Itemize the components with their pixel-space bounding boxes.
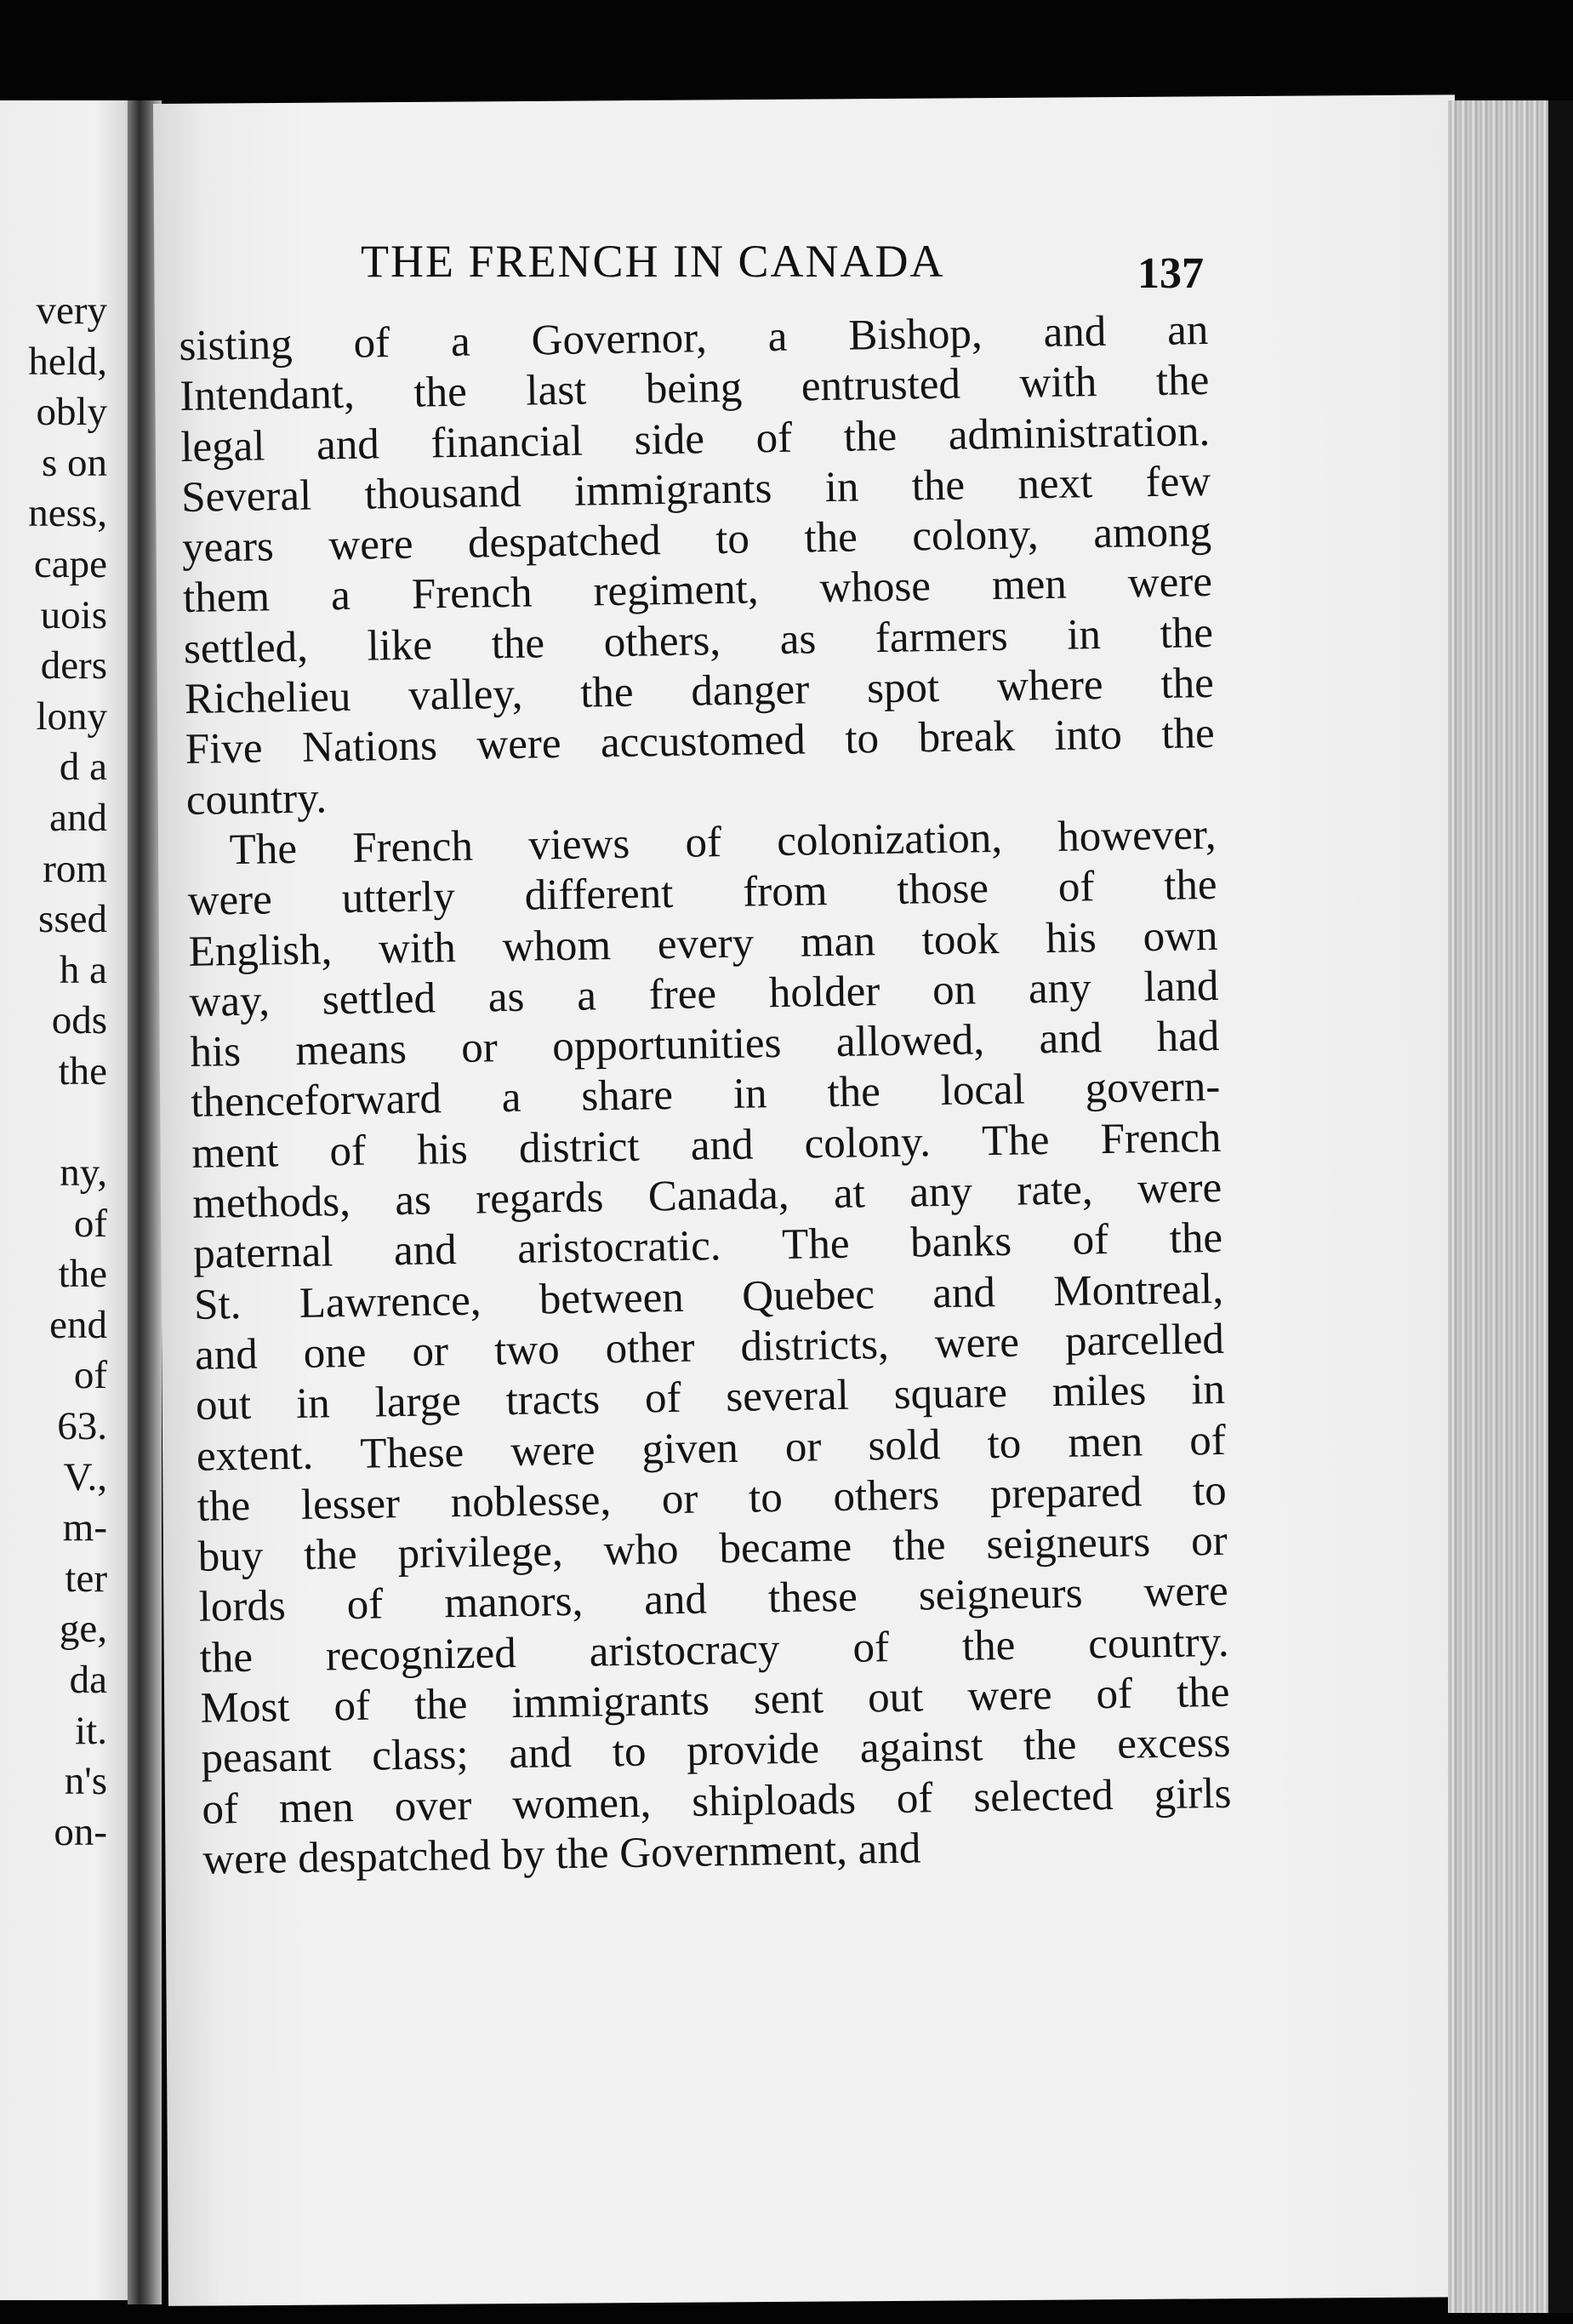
text-line: years were despatched to the colony, among xyxy=(181,508,1212,573)
previous-page-line: obly xyxy=(36,390,107,435)
text-line: of men over women, shiploads of selected girls xyxy=(202,1769,1232,1834)
previous-page-line: n's xyxy=(64,1759,107,1804)
running-head: THE FRENCH IN CANADA xyxy=(361,236,945,287)
previous-page-line: da xyxy=(69,1658,107,1703)
previous-page-line: lony xyxy=(36,694,107,739)
text-line: thenceforward a share in the local govern- xyxy=(190,1063,1221,1128)
text-line: paternal and aristocratic. The banks of the xyxy=(192,1214,1223,1279)
previous-page-line: ssed xyxy=(38,897,107,942)
previous-page-line: of xyxy=(73,1353,107,1398)
body-text xyxy=(179,305,1233,1886)
text-line: the lesser noblesse, or to others prepared to xyxy=(197,1466,1228,1531)
scanner-edge xyxy=(1548,100,1573,2313)
text-line: legal and financial side of the administration. xyxy=(180,407,1211,471)
previous-page-line: ter xyxy=(65,1556,107,1601)
text-line: methods, as regards Canada, at any rate, were xyxy=(191,1163,1222,1228)
text-line: peasant class; and to provide against the excess xyxy=(201,1719,1231,1784)
previous-page-line: ny, xyxy=(60,1151,107,1196)
text-line: his means or opportunities allowed, and had xyxy=(190,1013,1220,1077)
previous-page-fragments xyxy=(28,286,107,1858)
previous-page-line: and xyxy=(49,795,107,840)
previous-page-line: end xyxy=(49,1302,107,1347)
previous-page-line: it. xyxy=(75,1708,107,1753)
previous-page-line: uois xyxy=(40,592,107,637)
text-line: buy the privilege, who became the seigneurs or xyxy=(197,1516,1228,1581)
previous-page-line: ods xyxy=(51,998,107,1043)
previous-page-line: the xyxy=(58,1252,107,1297)
previous-page-line: ness, xyxy=(28,491,107,536)
previous-page-line: held, xyxy=(28,339,107,384)
previous-page-line: the xyxy=(58,1048,107,1093)
text-line: The French views of colonization, however, xyxy=(229,810,1217,875)
text-line: English, with whom every man took his own xyxy=(188,911,1218,976)
previous-page-line xyxy=(28,1098,107,1149)
page-number: 137 xyxy=(1137,249,1204,298)
text-line: Intendant, the last being entrusted with the xyxy=(179,357,1210,421)
previous-page-line: cape xyxy=(33,541,107,586)
text-line: Five Nations were accustomed to break into the xyxy=(185,710,1216,774)
previous-page-line: m- xyxy=(62,1505,107,1550)
previous-page-line: ge, xyxy=(59,1607,107,1652)
text-line: Several thousand immigrants in the next few xyxy=(180,457,1211,522)
text-line: Most of the immigrants sent out were of the xyxy=(200,1668,1230,1733)
previous-page-line: of xyxy=(73,1201,107,1246)
previous-page-line: rom xyxy=(43,846,107,891)
page-stack-edges xyxy=(1448,100,1550,2313)
previous-page-line: 63. xyxy=(57,1404,107,1449)
text-line: country. xyxy=(185,774,328,825)
text-line: ment of his district and colony. The French xyxy=(191,1113,1222,1178)
text-line: Richelieu valley, the danger spot where the xyxy=(184,660,1215,724)
previous-page-line: on- xyxy=(54,1809,107,1854)
text-line: were despatched by the Government, and xyxy=(202,1824,921,1884)
text-line: and one or two other districts, were parcelled xyxy=(194,1315,1225,1379)
text-line: lords of manors, and these seigneurs were xyxy=(198,1567,1229,1632)
text-line: sisting of a Governor, a Bishop, and an xyxy=(179,305,1209,370)
previous-page-line: h a xyxy=(59,947,107,992)
previous-page-line: very xyxy=(36,288,107,333)
text-line: extent. These were given or sold to men of xyxy=(196,1416,1227,1481)
previous-page-edge xyxy=(0,100,136,2300)
text-line: were utterly different from those of the xyxy=(187,861,1217,926)
text-line: out in large tracts of several square miles in xyxy=(195,1366,1226,1430)
text-line: them a French regiment, whose men were xyxy=(182,558,1213,623)
previous-page-line: s on xyxy=(41,440,107,485)
previous-page-line: V., xyxy=(63,1454,107,1499)
text-line: the recognized aristocracy of the country. xyxy=(199,1618,1229,1682)
text-line: St. Lawrence, between Quebec and Montreal, xyxy=(193,1265,1224,1329)
previous-page-line: ders xyxy=(40,643,107,688)
text-line: settled, like the others, as farmers in the xyxy=(183,608,1214,673)
previous-page-line: d a xyxy=(59,745,107,790)
text-line: way, settled as a free holder on any land xyxy=(189,962,1219,1026)
